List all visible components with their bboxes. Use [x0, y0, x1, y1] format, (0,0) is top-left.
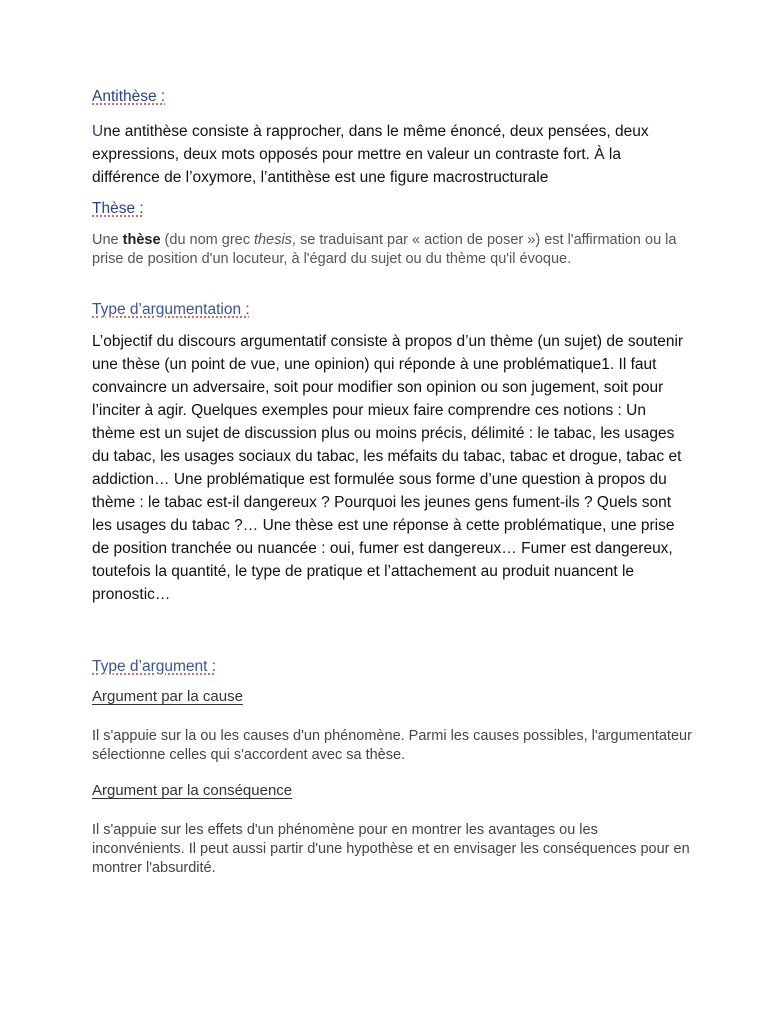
argument-consequence-text: Il s'appuie sur les effets d'un phénomène pour en montrer les avantages ou les inconvénients. Il peut aussi partir d'une hypothèse et en envisager les conséquences pour en montrer l'absurdité. [92, 822, 690, 876]
these-heading: Thèse : [92, 200, 144, 217]
argument-cause-title: Argument par la cause [92, 688, 243, 705]
these-theme-link[interactable]: thème [445, 251, 487, 267]
type-argument-heading: Type d’argument : [92, 658, 217, 675]
these-text-1: Une [92, 232, 123, 248]
type-argumentation-heading: Type d’argumentation : [92, 301, 250, 318]
these-thesis-word: thesis [254, 232, 292, 248]
argument-consequence-title: Argument par la conséquence [92, 782, 293, 799]
antithese-paragraph [92, 120, 692, 189]
these-grec-link[interactable]: grec [221, 232, 250, 248]
these-locuteur-link[interactable]: locuteur [232, 251, 284, 267]
these-paragraph [92, 231, 692, 269]
these-text-11: qu'il évoque. [486, 251, 572, 267]
antithese-text: ne antithèse consiste à rapprocher, dans le même énoncé, deux pensées, deux expressions, deux mots opposés pour mettre en valeur un contraste fort. À la différence de l’oxymore, l’antithèse est une figure macrostructurale [92, 123, 649, 186]
these-term: thèse [122, 232, 161, 248]
argument-cause-text: Il s'appuie sur la ou les causes d'un phénomène. Parmi les causes possibles, l'argumentateur sélectionne celles qui s'accordent avec sa thèse. [92, 728, 692, 763]
these-text-3: (du nom [160, 232, 222, 248]
antithese-first-letter: U [92, 123, 104, 140]
type-argumentation-paragraph: L’objectif du discours argumentatif consiste à propos d’un thème (un sujet) de soutenir une thèse (un point de vue, une opinion) qui réponde à une problématique1. Il faut convaincre un adversaire, soit pour modifier son opinion ou son jugement, soit pour l’inciter à agir. Quelques exemples pour mieux faire comprendre ces notions : Un thème est un sujet de discussion plus ou moins précis, délimité : le tabac, les usages du tabac, les usages sociaux du tabac, les méfaits du tabac, tabac et drogue, tabac et addiction… Une problématique est formulée sous forme d’une question à propos du thème : le tabac est-il dangereux ? Pourquoi les jeunes gens fument-ils ? Quels sont les usages du tabac ?… Une thèse est une réponse à cette problématique, une prise de position tranchée ou nuancée : oui, fumer est dangereux… Fumer est dangereux, toutefois la quantité, le type de pratique et l’attachement au produit nuancent le pronostic… [92, 333, 684, 603]
these-text-9: , à l'égard du sujet ou du [283, 251, 446, 267]
antithese-heading: Antithèse : [92, 88, 166, 105]
these-text-7: , se traduisant par « action de poser ») est l'affirmation ou la prise de position d'un [92, 232, 677, 267]
